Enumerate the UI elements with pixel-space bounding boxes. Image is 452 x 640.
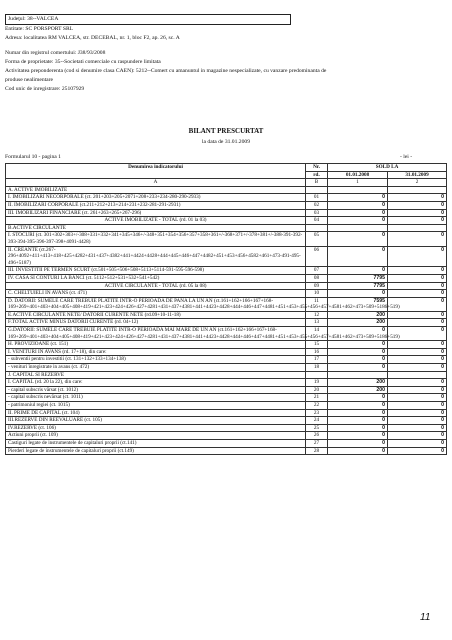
value-end: 0 (388, 194, 447, 202)
row-number: 16 (306, 348, 328, 356)
indicator-name: Castiguri legate de instrumentele de capitaluri proprii (ct.141) (6, 439, 306, 447)
value-start: 0 (328, 432, 388, 440)
row-number: 21 (306, 394, 328, 402)
row-number: 25 (306, 424, 328, 432)
value-start: 0 (328, 290, 388, 298)
value-end: 0 (388, 364, 447, 372)
value-start: 0 (328, 364, 388, 372)
table-row (6, 274, 447, 282)
document-title: BILANT PRESCURTAT (188, 127, 264, 135)
main-activity: Activitatea preponderenta (cod si denumire clasa CAEN): 5212--Comert cu amanuntul in magazine nespecializate, cu vanzare predominanta de (5, 68, 327, 75)
indicator-name: Actiuni proprii (ct. 109) (6, 432, 306, 440)
table-row (6, 447, 447, 455)
value-start: 0 (328, 267, 388, 275)
ownership-form: Forma de proprietate: 35--Societati comerciale cu raspundere limitata (5, 58, 161, 65)
row-number: 27 (306, 439, 328, 447)
indicator-name: I. VENITURI IN AVANS (rd. 17+18), din care: (6, 348, 306, 356)
table-row (6, 432, 447, 440)
value-end: 0 (388, 379, 447, 387)
table-row (6, 297, 447, 311)
indicator-name: III. INVESTITII PE TERMEN SCURT (ct.501+505+506+508+5113+5114-591-595-596-598) (6, 267, 306, 275)
table-row (6, 217, 447, 225)
table-row (6, 356, 447, 364)
row-number: 07 (306, 267, 328, 275)
table-row (6, 348, 447, 356)
row-number: 13 (306, 319, 328, 327)
indicator-name: G.DATORII: SUMELE CARE TREBUIE PLATITE INTR-O PERIOADA MAI MARE DE UN AN (ct.161+162+166+167+168-169+269+401+403+404+405+408+419+421+423+424+426+427+4281+431+437+4381+441+4423+4428+444+446+447+4481+451+453+455+456+457+4581+462+473+509+5186+519) (6, 327, 306, 341)
value-start: 0 (328, 394, 388, 402)
value-end (388, 371, 447, 379)
value-end (388, 186, 447, 194)
col-header-rd: rd. (306, 171, 328, 179)
indicator-name: ACTIVE CIRCULANTE - TOTAL (rd. 05 la 08) (6, 282, 306, 290)
indicator-name: ACTIVE IMOBILIZATE - TOTAL (rd. 01 la 03) (6, 217, 306, 225)
table-row (6, 246, 447, 267)
table-row (6, 341, 447, 349)
indicator-name: A. ACTIVE IMOBILIZATE (6, 186, 306, 194)
value-start: 0 (328, 356, 388, 364)
value-start: 0 (328, 439, 388, 447)
indicator-name: I. CAPITAL (rd. 20 la 22), din care: (6, 379, 306, 387)
table-row (6, 424, 447, 432)
value-end: 0 (388, 424, 447, 432)
value-start: 0 (328, 348, 388, 356)
value-start: 0 (328, 209, 388, 217)
row-number: 05 (306, 232, 328, 246)
value-start: 0 (328, 447, 388, 455)
judet-field: Judeţul: 38--VALCEA (5, 14, 291, 25)
indicator-name: - patrimoniul regiei (ct. 1015) (6, 402, 306, 410)
company-header (5, 14, 447, 95)
indicator-name: IV. CASA SI CONTURI LA BANCI (ct. 5112+512+531+532+541+542) (6, 274, 306, 282)
table-row (6, 394, 447, 402)
row-number (306, 186, 328, 194)
row-number: 15 (306, 341, 328, 349)
value-start: 0 (328, 194, 388, 202)
row-number: 26 (306, 432, 328, 440)
row-number: 17 (306, 356, 328, 364)
value-end: 0 (388, 282, 447, 290)
label-1: 1 (328, 179, 388, 187)
indicator-name: Pierderi legate de instrumentele de capitaluri proprii (ct.149) (6, 447, 306, 455)
table-body (6, 186, 447, 454)
indicator-name: - capital subscris vărsat (ct. 1012) (6, 386, 306, 394)
value-end: 0 (388, 201, 447, 209)
value-end: 0 (388, 447, 447, 455)
indicator-name: F.TOTAL ACTIVE MINUS DATORII CURENTE (rd. 04+12) (6, 319, 306, 327)
balance-table (5, 163, 447, 455)
value-end: 0 (388, 319, 447, 327)
indicator-name: D. DATORII: SUMELE CARE TREBUIE PLATITE INTR-O PERIOADA DE PANA LA UN AN (ct.161+162+166+167+168-169+269+401+403+404+405+408+419+421+423+424+426+427+4281+431+437+4381+441+4423+4428+444+446+447+4481+451+453+455+456+457+4581+462+473+509+5186+519) (6, 297, 306, 311)
value-start: 7795 (328, 274, 388, 282)
table-row (6, 209, 447, 217)
indicator-name: II. PRIME DE CAPITAL (ct. 104) (6, 409, 306, 417)
value-start: 0 (328, 402, 388, 410)
value-start: 7595 (328, 297, 388, 311)
row-number: 02 (306, 201, 328, 209)
main-activity-cont: produse nealimentare (5, 77, 53, 84)
value-end: 0 (388, 417, 447, 425)
value-start: 0 (328, 246, 388, 267)
value-end: 0 (388, 217, 447, 225)
row-number: 18 (306, 364, 328, 372)
value-start: 0 (328, 327, 388, 341)
indicator-name: B.ACTIVE CIRCULANTE (6, 224, 306, 232)
value-start (328, 186, 388, 194)
indicator-name: III.REZERVE DIN REEVALUARE (ct. 105) (6, 417, 306, 425)
value-start: 0 (328, 341, 388, 349)
value-start: 0 (328, 201, 388, 209)
row-number: 10 (306, 290, 328, 298)
table-row (6, 282, 447, 290)
registry-number: Numar din registrul comertului: J38/93/2008 (5, 49, 106, 56)
table-row (6, 224, 447, 232)
page-number-mark: 11 (420, 612, 431, 623)
table-row (6, 439, 447, 447)
value-start: 0 (328, 409, 388, 417)
value-end: 0 (388, 246, 447, 267)
table-row (6, 232, 447, 246)
row-number (306, 371, 328, 379)
indicator-name: III. IMOBILIZARI FINANCIARE (ct. 261+263+265+267-296) (6, 209, 306, 217)
table-row (6, 409, 447, 417)
table-row (6, 311, 447, 319)
value-end: 0 (388, 348, 447, 356)
value-start: 0 (328, 417, 388, 425)
row-number: 14 (306, 327, 328, 341)
row-number: 24 (306, 417, 328, 425)
table-row (6, 267, 447, 275)
value-end: 0 (388, 432, 447, 440)
table-row (6, 327, 447, 341)
indicator-name: II. CREANTE (ct.267-296+4092+411+413+418+425+4282+431+437+4382+441+4424+4428+444+445+446+447+4482+451+453+456+4582+461+473-491-495-496+5187) (6, 246, 306, 267)
col-header-sold: SOLD LA (328, 164, 447, 172)
label-b: B (306, 179, 328, 187)
label-2: 2 (388, 179, 447, 187)
value-end: 0 (388, 297, 447, 311)
indicator-name: I. IMOBILIZARI NECORPORALE (ct. 201+203+205+2071+208+233+234-280-290-2933) (6, 194, 306, 202)
entity-name: Entitate: SC PORSPORT SRL (5, 26, 74, 33)
table-row (6, 371, 447, 379)
indicator-name: - subventii pentru investitii (ct. 131+132+133+134+138) (6, 356, 306, 364)
value-end: 0 (388, 290, 447, 298)
indicator-name: II. IMOBILIZARI CORPORALE (ct.211+212+213+214+231+232-281-291-2931) (6, 201, 306, 209)
row-number (306, 224, 328, 232)
value-end: 0 (388, 409, 447, 417)
value-start: 7795 (328, 282, 388, 290)
col-header-denumire: Denumirea indicatorului (6, 164, 306, 179)
row-number: 12 (306, 311, 328, 319)
indicator-name: H. PROVIZIOANE (ct. 151) (6, 341, 306, 349)
row-number: 06 (306, 246, 328, 267)
form-label: Formularul 10 - pagina 1 (5, 154, 61, 160)
indicator-name: E.ACTIVE CIRCULANTE NETE/ DATORII CURENTE NETE (rd.09+10-11-18) (6, 311, 306, 319)
value-end: 0 (388, 394, 447, 402)
table-row (6, 319, 447, 327)
row-number: 19 (306, 379, 328, 387)
row-number: 11 (306, 297, 328, 311)
table-row (6, 194, 447, 202)
value-start: 200 (328, 311, 388, 319)
col-header-date-end: 31.01.2009 (388, 171, 447, 179)
value-end: 0 (388, 209, 447, 217)
value-end: 0 (388, 386, 447, 394)
value-end: 0 (388, 402, 447, 410)
table-row (6, 364, 447, 372)
value-start (328, 371, 388, 379)
value-start (328, 224, 388, 232)
value-start: 200 (328, 379, 388, 387)
value-end: 0 (388, 274, 447, 282)
row-number: 20 (306, 386, 328, 394)
table-row (6, 201, 447, 209)
row-number: 09 (306, 282, 328, 290)
label-a: A (6, 179, 306, 187)
row-number: 08 (306, 274, 328, 282)
row-number: 04 (306, 217, 328, 225)
value-end: 0 (388, 439, 447, 447)
value-end (388, 224, 447, 232)
indicator-name: C. CHELTUIELI IN AVANS (ct. 471) (6, 290, 306, 298)
table-row (6, 186, 447, 194)
value-end: 0 (388, 267, 447, 275)
table-row (6, 402, 447, 410)
value-end: 0 (388, 311, 447, 319)
indicator-name: IV.REZERVE (ct. 106) (6, 424, 306, 432)
value-start: 0 (328, 424, 388, 432)
entity-address: Adresa: localitatea RM VALCEA, str. DECEBAL, nr. 1, bloc F2, ap. 26, sc. A (5, 35, 180, 42)
indicator-name: - venituri înregistrate in avans (ct. 472) (6, 364, 306, 372)
indicator-name: I. STOCURI (ct. 301+302+303+/-308+331+332+341+345+346+/-348+351+354+356+357+358+361+/-368+371+/-378+381+/-388-391-392-393-394-395-396-397-398+4091-4428) (6, 232, 306, 246)
value-end: 0 (388, 327, 447, 341)
value-start: 0 (328, 217, 388, 225)
col-header-nr: Nr. (306, 164, 328, 172)
row-number: 23 (306, 409, 328, 417)
value-end: 0 (388, 341, 447, 349)
table-row (6, 417, 447, 425)
currency-unit: - lei - (400, 154, 413, 160)
value-start: 200 (328, 386, 388, 394)
col-header-date-start: 01.01.2008 (328, 171, 388, 179)
value-end: 0 (388, 356, 447, 364)
row-number: 03 (306, 209, 328, 217)
table-row (6, 290, 447, 298)
row-number: 22 (306, 402, 328, 410)
row-number: 28 (306, 447, 328, 455)
table-row (6, 386, 447, 394)
value-start: 0 (328, 232, 388, 246)
report-date: la data de 31.01.2009 (201, 139, 250, 145)
indicator-name: - capital subscris nevărsat (ct. 1011) (6, 394, 306, 402)
value-end: 0 (388, 232, 447, 246)
table-row (6, 379, 447, 387)
fiscal-code: Cod unic de inregistrare: 25107929 (5, 86, 85, 93)
indicator-name: J. CAPITAL SI REZERVE (6, 371, 306, 379)
row-number: 01 (306, 194, 328, 202)
value-start: 200 (328, 319, 388, 327)
